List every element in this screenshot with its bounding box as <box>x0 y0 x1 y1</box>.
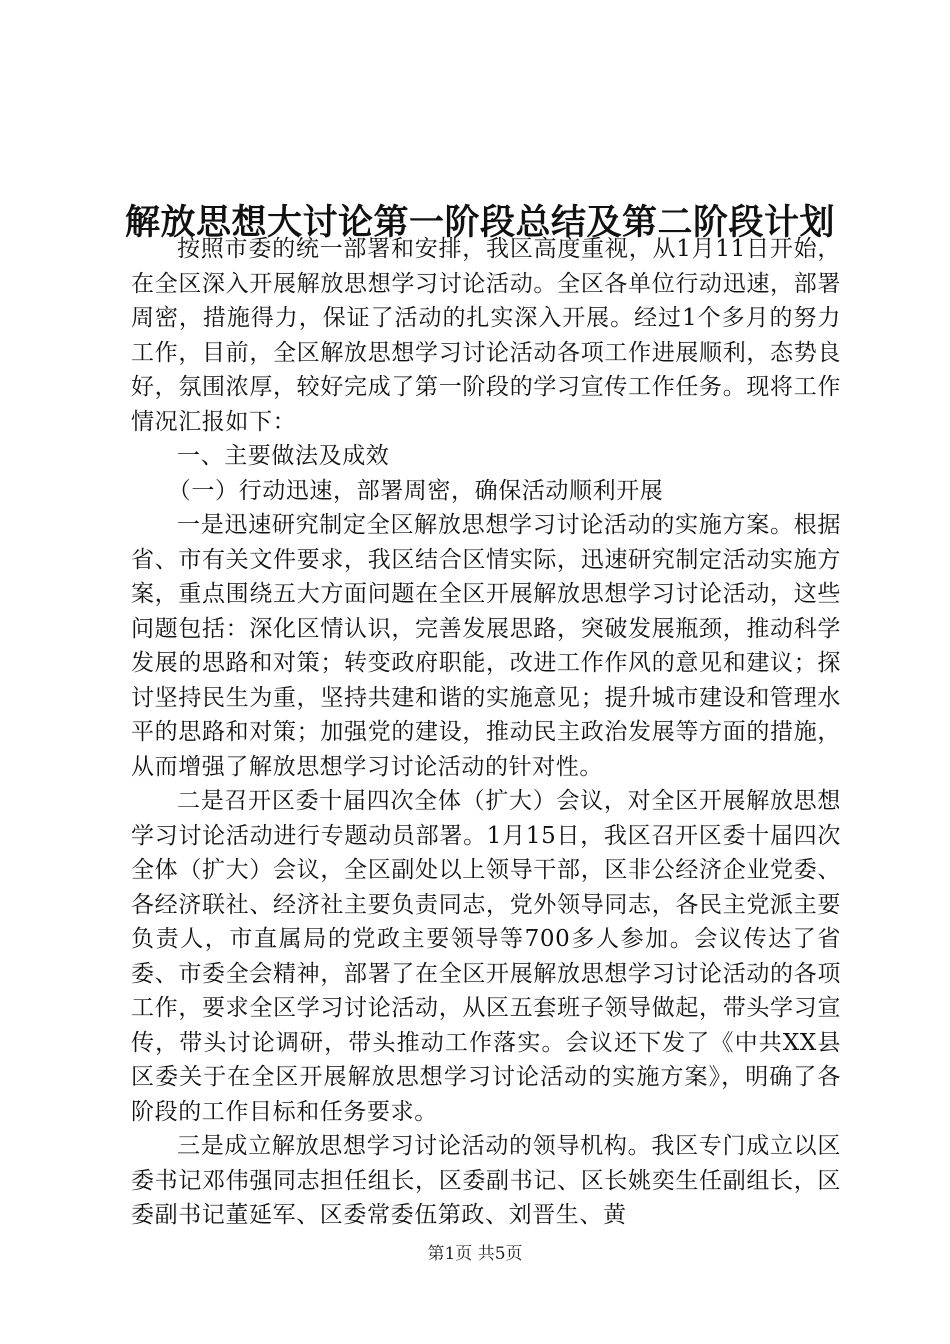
page-number-footer: 第1页 共5页 <box>427 1244 523 1264</box>
document-body <box>131 232 841 1233</box>
subsection-heading: （一）行动迅速，部署周密，确保活动顺利开展 <box>167 477 664 504</box>
document-title: 解放思想大讨论第一阶段总结及第二阶段计划 <box>124 202 835 244</box>
body-paragraph-2: 二是召开区委十届四次全体（扩大）会议，对全区开展解放思想学习讨论活动进行专题动员部署。1月15日，我区召开区委十届四次全体（扩大）会议，全区副处以上领导干部，区非公经济企业党委、各经济联社、经济社主要负责同志，党外领导同志，各民主党派主要负责人，市直属局的党政主要领导等700多人参加。会议传达了省委、市委全会精神，部署了在全区开展解放思想学习讨论活动的各项工作，要求全区学习讨论活动，从区五套班子领导做起，带头学习宣传，带头讨论调研，带头推动工作落实。会议还下发了《中共XX县区委关于在全区开展解放思想学习讨论活动的实施方案》，明确了各阶段的工作目标和任务要求。 <box>131 788 841 1125</box>
intro-paragraph: 按照市委的统一部署和安排，我区高度重视，从1月11日开始，在全区深入开展解放思想学习讨论活动。全区各单位行动迅速，部署周密，措施得力，保证了活动的扎实深入开展。经过1个多月的努力工作，目前，全区解放思想学习讨论活动各项工作进展顺利，态势良好，氛围浓厚，较好完成了第一阶段的学习宣传工作任务。现将工作情况汇报如下： <box>131 236 841 435</box>
body-paragraph-3: 三是成立解放思想学习讨论活动的领导机构。我区专门成立以区委书记邓伟强同志担任组长，区委副书记、区长姚奕生任副组长，区委副书记董延军、区委常委伍第政、刘晋生、黄 <box>131 1133 841 1228</box>
section-heading: 一、主要做法及成效 <box>177 443 390 469</box>
body-paragraph-1: 一是迅速研究制定全区解放思想学习讨论活动的实施方案。根据省、市有关文件要求，我区结合区情实际，迅速研究制定活动实施方案，重点围绕五大方面问题在全区开展解放思想学习讨论活动，这些问题包括：深化区情认识，完善发展思路，突破发展瓶颈，推动科学发展的思路和对策；转变政府职能，改进工作作风的意见和建议；探讨坚持民生为重，坚持共建和谐的实施意见；提升城市建设和管理水平的思路和对策；加强党的建设，推动民主政治发展等方面的措施，从而增强了解放思想学习讨论活动的针对性。 <box>131 512 841 780</box>
